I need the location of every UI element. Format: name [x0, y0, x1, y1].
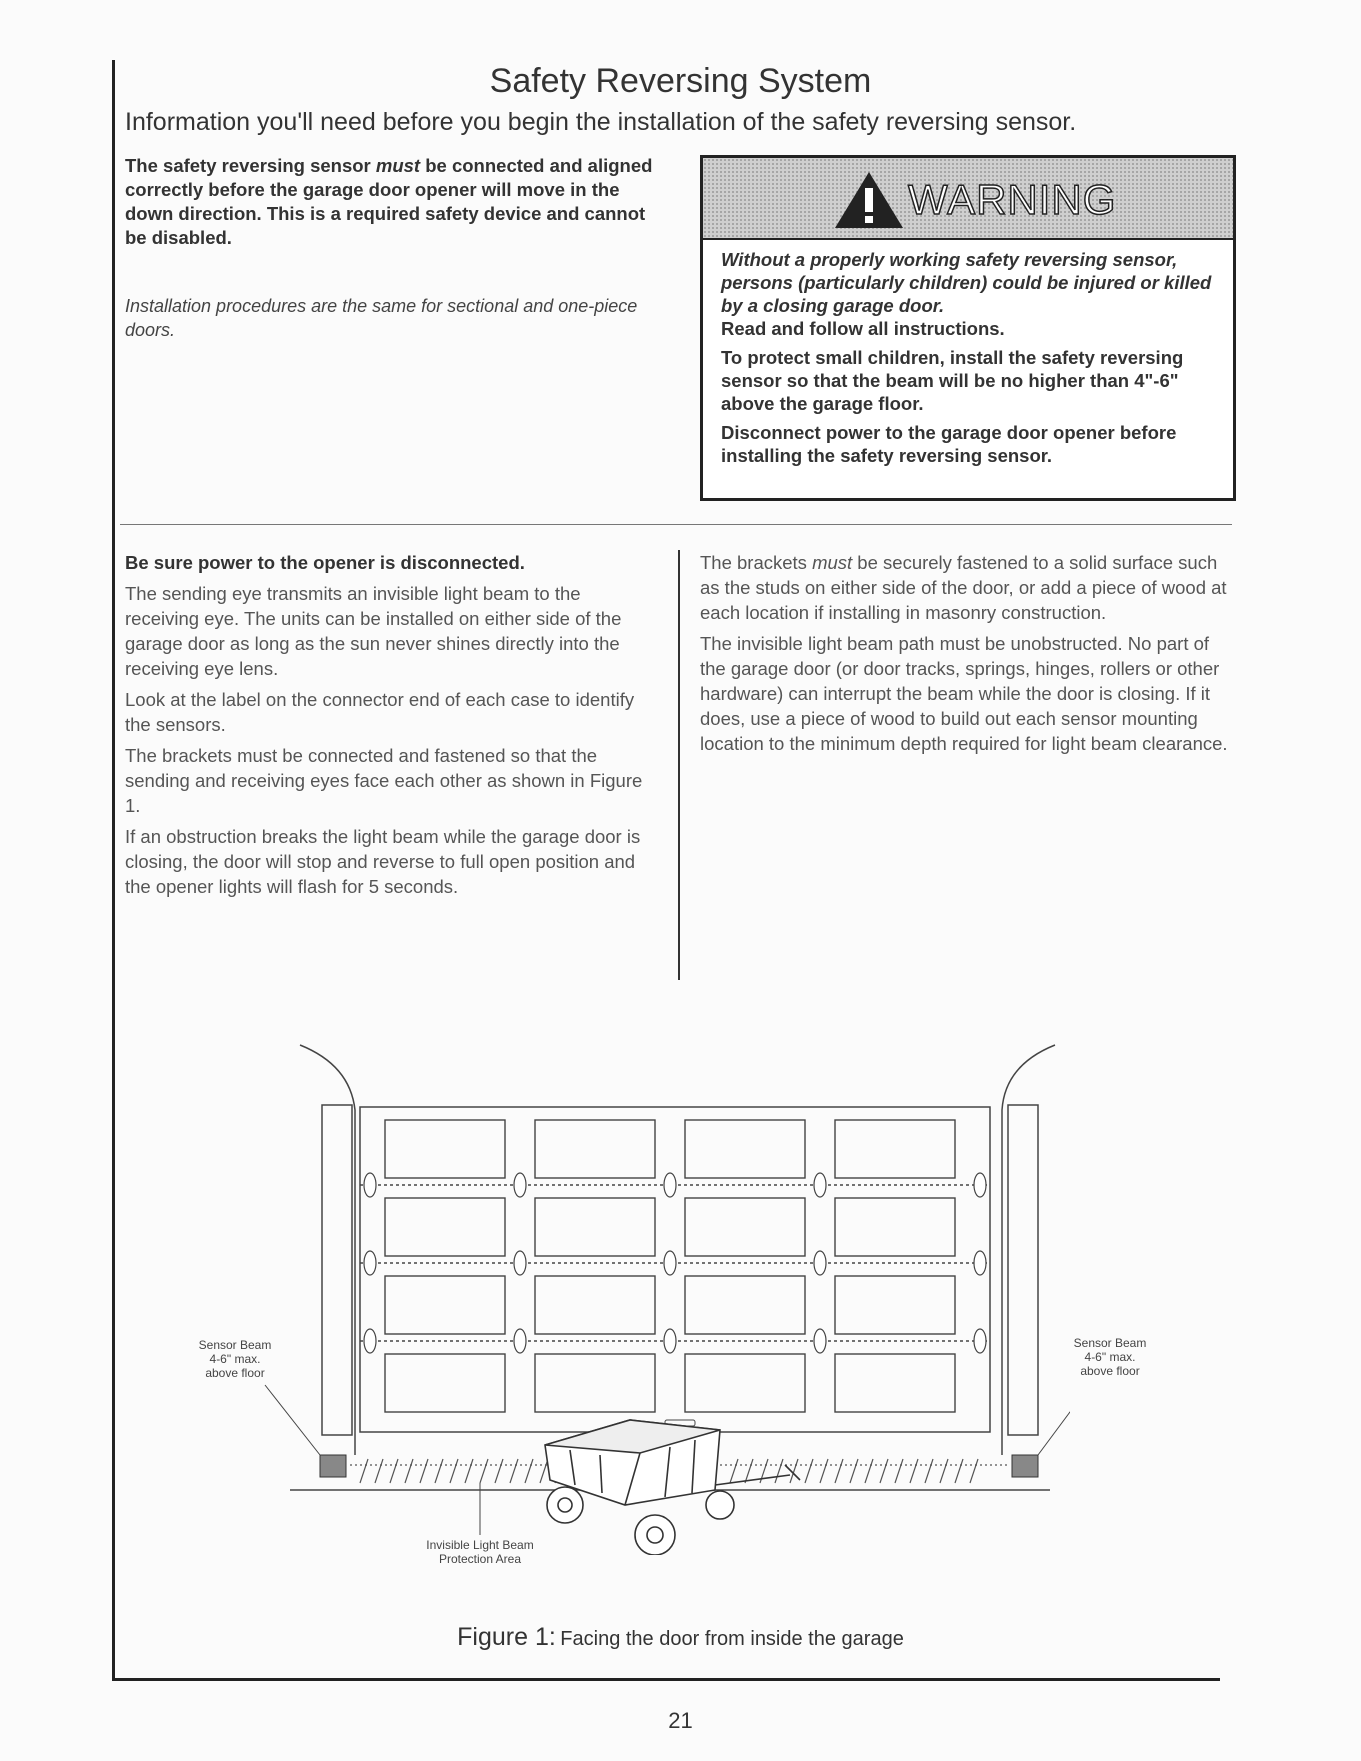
warning-body — [703, 240, 1233, 467]
left-sensor-icon — [320, 1455, 346, 1477]
warning-label: WARNING — [908, 176, 1117, 223]
intro-note: Installation procedures are the same for sectional and one-piece doors. — [125, 296, 638, 340]
section-divider — [120, 524, 1232, 525]
left-lead: Be sure power to the opener is disconnected. — [125, 552, 525, 573]
right-p2: The invisible light beam path must be unobstructed. No part of the garage door (or door tracks, springs, hinges, rollers or other hardware) can interrupt the beam while the door is closing. If it does, use a piece of wood to build out each sensor mounting location to the minimum depth required for light beam clearance. — [700, 633, 1228, 754]
intro-text-b: be connected and aligned correctly before the garage door opener will move in the down direction. This is a required safety device and cannot be disabled. — [125, 155, 653, 248]
intro-text-a: The safety reversing sensor — [125, 155, 376, 176]
garage-door-figure — [170, 1035, 1070, 1555]
warning-header — [703, 158, 1233, 240]
left-column — [125, 550, 655, 905]
right-column — [700, 550, 1230, 762]
wagon-icon — [545, 1420, 800, 1555]
right-jamb — [1008, 1105, 1038, 1435]
warning-p2: Read and follow all instructions. — [721, 318, 1005, 339]
page-title: Safety Reversing System — [489, 62, 872, 100]
page-subtitle: Information you'll need before you begin the installation of the safety reversing sensor. — [125, 108, 1077, 136]
right-track — [1002, 1045, 1055, 1455]
label-right-line2: 4-6" max. — [1084, 1350, 1136, 1364]
page-number: 21 — [668, 1708, 693, 1733]
right-p1 — [700, 550, 1230, 625]
right-sensor-icon — [1012, 1455, 1038, 1477]
intro-emphasis: must — [375, 155, 421, 176]
caption-number: Figure 1: — [457, 1623, 556, 1651]
label-right-line3: above floor — [1080, 1364, 1140, 1378]
label-left-line1: Sensor Beam — [198, 1338, 272, 1352]
figure-caption — [0, 1623, 1361, 1652]
caption-text: Facing the door from inside the garage — [560, 1628, 904, 1650]
label-beam-line1: Invisible Light Beam — [426, 1538, 534, 1552]
warning-p3: To protect small children, install the safety reversing sensor so that the beam will be no higher than 4"-6" above the garage floor. — [721, 347, 1184, 414]
warning-triangle-icon — [833, 170, 905, 230]
column-divider — [678, 550, 680, 980]
warning-p1: Without a properly working safety reversing sensor, persons (particularly children) could be injured or killed by a closing garage door. — [721, 249, 1212, 316]
warning-p4: Disconnect power to the garage door opener before installing the safety reversing sensor. — [721, 422, 1177, 466]
label-left-line3: above floor — [205, 1366, 265, 1380]
left-p1: The sending eye transmits an invisible light beam to the receiving eye. The units can be installed on either side of the garage door as long as the sun never shines directly into the receiving eye lens. — [125, 583, 622, 679]
label-right-line1: Sensor Beam — [1073, 1336, 1147, 1350]
left-jamb — [322, 1105, 352, 1435]
warning-box — [700, 155, 1236, 501]
label-left-line2: 4-6" max. — [209, 1352, 261, 1366]
left-p4: If an obstruction breaks the light beam while the garage door is closing, the door will stop and reverse to full open position and the opener lights will flash for 5 seconds. — [125, 826, 641, 897]
figure-label-beam — [400, 1538, 560, 1566]
label-beam-line2: Protection Area — [438, 1552, 522, 1566]
figure-label-left — [160, 1338, 310, 1380]
right-p1-a: The brackets — [700, 552, 813, 573]
left-p2: Look at the label on the connector end of each case to identify the sensors. — [125, 689, 635, 735]
right-emphasis: must — [812, 552, 853, 573]
left-p3: The brackets must be connected and fastened so that the sending and receiving eyes face each other as shown in Figure 1. — [125, 745, 643, 816]
intro-paragraph — [125, 154, 665, 250]
page-border-bottom — [112, 1678, 1220, 1681]
left-track — [300, 1045, 355, 1455]
right-p1-b: be securely fastened to a solid surface such as the studs on either side of the door, or add a piece of wood at each location if installing in masonry construction. — [700, 552, 1227, 623]
page-border-left — [112, 60, 115, 1680]
figure-label-right — [1040, 1336, 1180, 1378]
